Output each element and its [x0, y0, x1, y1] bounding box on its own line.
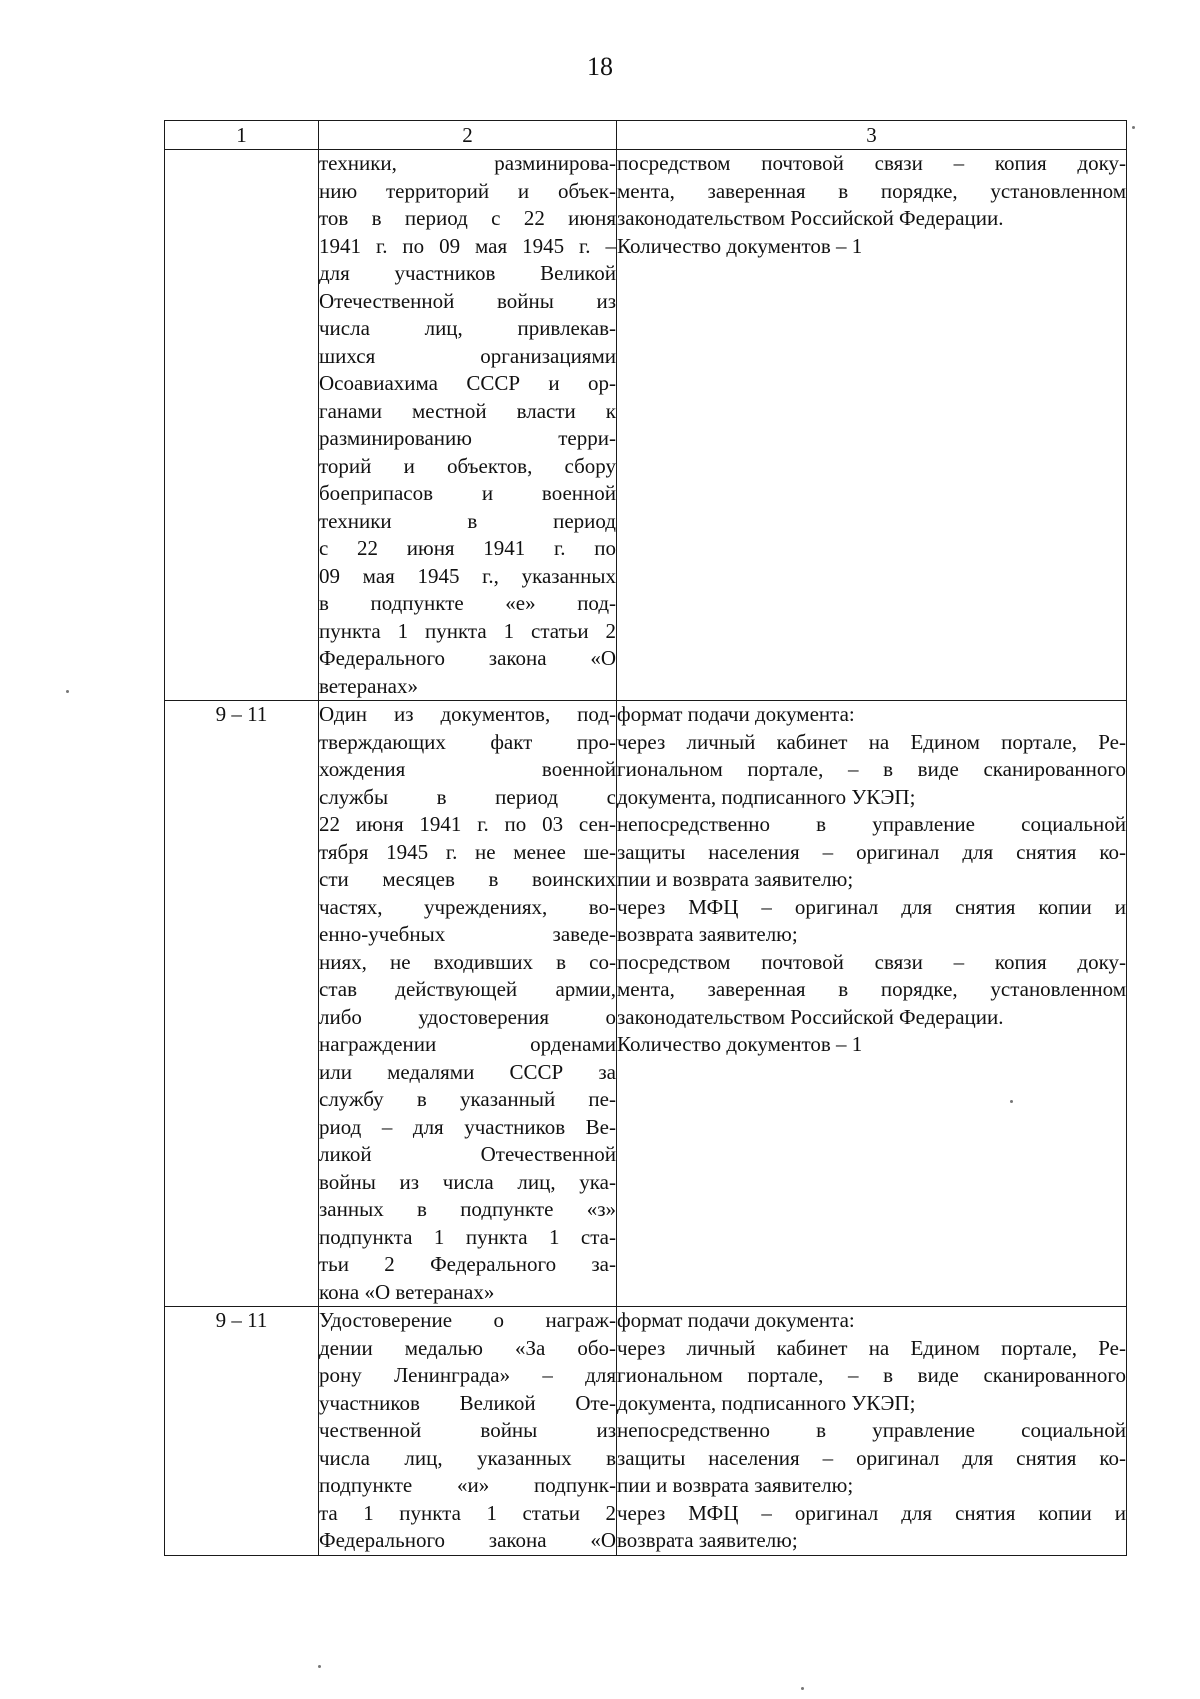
description-line: ветеранах»: [319, 673, 418, 698]
details-line: пии и возврата заявителю;: [617, 867, 854, 891]
description-cell: [319, 701, 617, 1307]
scan-speck: [1010, 1100, 1013, 1103]
description-line: для участников Великой: [319, 261, 616, 285]
description-line: Федерального закона «О: [319, 1528, 616, 1552]
scan-speck: [1132, 126, 1135, 129]
details-line: Количество документов – 1: [617, 233, 863, 258]
description-line: техники, разминирова-: [319, 151, 616, 175]
description-line: сти месяцев в воинских: [319, 867, 616, 891]
details-line: посредством почтовой связи – копия доку-: [617, 949, 1126, 974]
description-line: та 1 пункта 1 статьи 2: [319, 1500, 616, 1525]
description-line: или медалями СССР за: [319, 1059, 616, 1084]
details-line: гиональном портале, – в виде сканированного: [617, 757, 1126, 781]
scan-speck: [801, 1687, 804, 1690]
details-line: Количество документов – 1: [617, 1032, 863, 1056]
row-number-cell: [165, 701, 319, 1307]
description-line: с 22 июня 1941 г. по: [319, 536, 616, 560]
description-line: боеприпасов и военной: [319, 481, 616, 505]
description-line: хождения военной: [319, 757, 616, 781]
description-line: подпункте «и» подпунк-: [319, 1473, 616, 1497]
description-line: в подпункте «е» под-: [319, 591, 616, 615]
description-line: став действующей армии,: [319, 977, 616, 1001]
details-line: документа, подписанного УКЭП;: [617, 1390, 916, 1415]
details-cell: [617, 701, 1127, 1307]
column-header-2: 2: [319, 121, 617, 150]
description-line: ниях, не входивших в со-: [319, 949, 616, 974]
description-line: войны из числа лиц, ука-: [319, 1169, 616, 1194]
description-line: 1941 г. по 09 мая 1945 г. –: [319, 233, 616, 258]
table-body: [165, 150, 1127, 1556]
details-cell: [617, 150, 1127, 701]
description-line: числа лиц, привлекав-: [319, 316, 616, 340]
details-line: документа, подписанного УКЭП;: [617, 784, 916, 809]
description-line: тверждающих факт про-: [319, 729, 616, 754]
row-number-cell: [165, 1307, 319, 1556]
description-line: службы в период с: [319, 784, 616, 809]
details-cell: [617, 1307, 1127, 1556]
description-line: кона «О ветеранах»: [319, 1279, 495, 1304]
details-line: через личный кабинет на Едином портале, Ре-: [617, 1335, 1126, 1360]
scan-speck: [66, 690, 69, 693]
description-line: подпункта 1 пункта 1 ста-: [319, 1224, 616, 1249]
description-line: чественной войны из: [319, 1418, 616, 1442]
description-line: занных в подпункте «з»: [319, 1197, 616, 1221]
description-line: техники в период: [319, 508, 616, 533]
description-line: тьи 2 Федерального за-: [319, 1252, 616, 1276]
description-line: Федерального закона «О: [319, 646, 616, 670]
description-line: шихся организациями: [319, 343, 616, 368]
description-line: пункта 1 пункта 1 статьи 2: [319, 618, 616, 643]
details-line: через МФЦ – оригинал для снятия копии и: [617, 1500, 1126, 1525]
description-line: 09 мая 1945 г., указанных: [319, 563, 616, 588]
table-row: [165, 150, 1127, 701]
details-line: формат подачи документа:: [617, 1308, 855, 1332]
description-line: участников Великой Оте-: [319, 1390, 616, 1415]
description-line: рону Ленинграда» – для: [319, 1363, 616, 1387]
column-header-1: 1: [165, 121, 319, 150]
details-line: законодательством Российской Федерации.: [617, 1004, 1004, 1029]
description-line: тября 1945 г. не менее ше-: [319, 839, 616, 864]
description-line: енно-учебных заведе-: [319, 922, 616, 946]
description-line: риод – для участников Ве-: [319, 1114, 616, 1139]
scan-speck: [318, 1665, 321, 1668]
row-number: 9 – 11: [215, 1308, 268, 1332]
details-line: мента, заверенная в порядке, установленном: [617, 178, 1126, 203]
description-line: Удостоверение о награж-: [319, 1308, 616, 1332]
row-number-cell: [165, 150, 319, 701]
description-cell: [319, 150, 617, 701]
description-line: числа лиц, указанных в: [319, 1445, 616, 1470]
details-line: пии и возврата заявителю;: [617, 1473, 854, 1497]
table-row: [165, 701, 1127, 1307]
description-cell: [319, 1307, 617, 1556]
details-line: формат подачи документа:: [617, 702, 855, 726]
description-line: службу в указанный пе-: [319, 1087, 616, 1111]
details-line: защиты населения – оригинал для снятия ко-: [617, 1445, 1126, 1470]
details-line: защиты населения – оригинал для снятия ко-: [617, 839, 1126, 864]
description-line: тов в период с 22 июня: [319, 206, 616, 230]
details-line: возврата заявителю;: [617, 1528, 798, 1552]
description-line: торий и объектов, сбору: [319, 453, 616, 478]
details-line: мента, заверенная в порядке, установленном: [617, 977, 1126, 1001]
description-line: Отечественной войны из: [319, 288, 616, 313]
description-line: ганами местной власти к: [319, 398, 616, 423]
row-number: 9 – 11: [215, 702, 268, 726]
document-table: [164, 120, 1127, 1556]
description-line: нию территорий и объек-: [319, 178, 616, 203]
table-row: [165, 1307, 1127, 1556]
details-line: через МФЦ – оригинал для снятия копии и: [617, 894, 1126, 919]
details-line: непосредственно в управление социальной: [617, 1418, 1126, 1442]
details-line: через личный кабинет на Едином портале, Ре-: [617, 729, 1126, 754]
description-line: Один из документов, под-: [319, 702, 616, 726]
column-header-3: 3: [617, 121, 1127, 150]
description-line: награждении орденами: [319, 1032, 616, 1056]
details-line: возврата заявителю;: [617, 922, 798, 946]
description-line: 22 июня 1941 г. по 03 сен-: [319, 812, 616, 836]
description-line: частях, учреждениях, во-: [319, 894, 616, 919]
details-line: гиональном портале, – в виде сканированного: [617, 1363, 1126, 1387]
details-line: непосредственно в управление социальной: [617, 812, 1126, 836]
description-line: дении медалью «За обо-: [319, 1335, 616, 1360]
page-number: 18: [587, 52, 613, 81]
table-header-row: [165, 121, 1127, 150]
description-line: ликой Отечественной: [319, 1142, 616, 1166]
details-line: законодательством Российской Федерации.: [617, 206, 1004, 230]
description-line: Осоавиахима СССР и ор-: [319, 371, 616, 395]
description-line: разминированию терри-: [319, 426, 616, 450]
details-line: посредством почтовой связи – копия доку-: [617, 151, 1126, 175]
description-line: либо удостоверения о: [319, 1004, 616, 1029]
